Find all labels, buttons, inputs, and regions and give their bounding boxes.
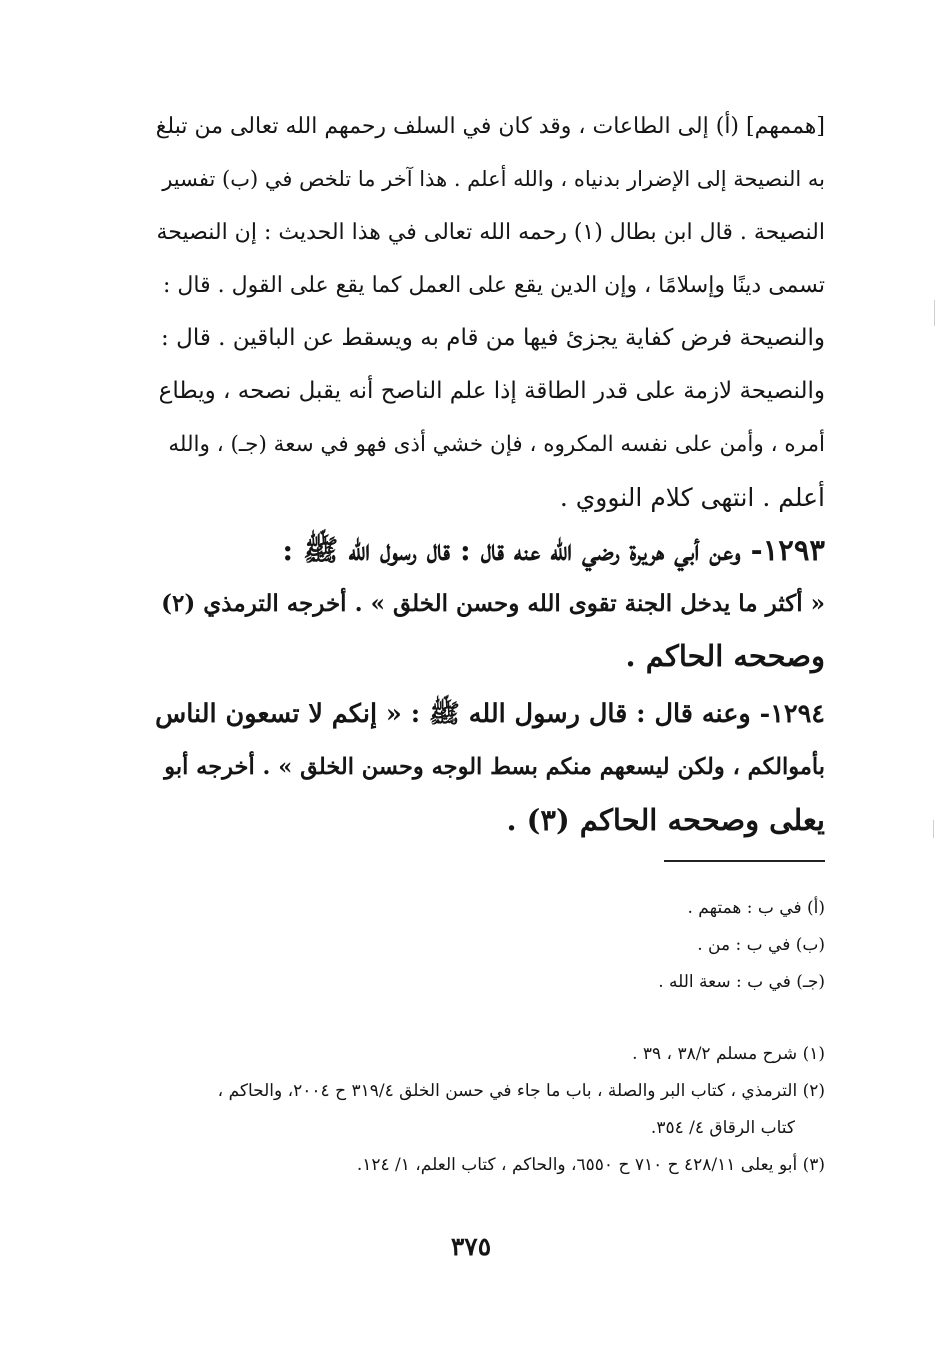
variant-note: (أ) في ب : همتهم . xyxy=(687,898,825,918)
commentary-paragraph xyxy=(155,100,825,524)
footnote: (١) شرح مسلم ٣٨/٢ ، ٣٩ . xyxy=(632,1044,825,1064)
hadith-line: ١٢٩٣- وعن أبي هريرة رضي الله عنه قال : قال رسول الله ﷺ : xyxy=(282,533,825,567)
page-number: ٣٧٥ xyxy=(450,1232,492,1261)
footnote-continuation: كتاب الرقاق ٤/ ٣٥٤. xyxy=(650,1118,795,1138)
text-line: والنصيحة فرض كفاية يجزئ فيها من قام به ويسقط عن الباقين . قال : xyxy=(161,325,825,351)
text-line: أمره ، وأمن على نفسه المكروه ، فإن خشي أذى فهو في سعة (جـ) ، والله xyxy=(168,432,825,457)
text-line: والنصيحة لازمة على قدر الطاقة إذا علم الناصح أنه يقبل نصحه ، ويطاع xyxy=(158,378,825,404)
text-line: به النصيحة إلى الإضرار بدنياه ، والله أعلم . هذا آخر ما تلخص في (ب) تفسير xyxy=(162,167,825,191)
variant-note: (جـ) في ب : سعة الله . xyxy=(658,972,825,992)
text-line: النصيحة . قال ابن بطال (١) رحمه الله تعالى في هذا الحديث : إن النصيحة xyxy=(156,220,825,245)
variant-note: (ب) في ب : من . xyxy=(697,935,825,955)
text-line: [هممهم] (أ) إلى الطاعات ، وقد كان في السلف رحمهم الله تعالى من تبلغ xyxy=(155,114,825,139)
hadith-line: « أكثر ما يدخل الجنة تقوى الله وحسن الخلق » . أخرجه الترمذي (٢) xyxy=(161,590,825,617)
footnotes xyxy=(155,1036,825,1184)
footnote-separator xyxy=(664,860,825,862)
hadith-line: بأموالكم ، ولكن ليسعهم منكم بسط الوجه وحسن الخلق » . أخرجه أبو xyxy=(164,754,825,780)
hadith-line: يعلى وصححه الحاكم (٣) . xyxy=(506,803,825,837)
hadith-1294 xyxy=(155,688,825,847)
hadith-line: ١٢٩٤- وعنه قال : قال رسول الله ﷺ : « إنكم لا تسعون الناس xyxy=(155,699,825,729)
scan-speck xyxy=(934,300,935,326)
text-line: أعلم . انتهى كلام النووي . xyxy=(559,483,825,512)
footnote: (٣) أبو يعلى ٤٢٨/١١ ح ٧١٠ ح ٦٥٥٠، والحاكم ، كتاب العلم، ١/ ١٢٤. xyxy=(356,1155,825,1175)
footnote: (٢) الترمذي ، كتاب البر والصلة ، باب ما جاء في حسن الخلق ٣١٩/٤ ح ٢٠٠٤، والحاكم ، xyxy=(217,1081,825,1101)
hadith-1293 xyxy=(155,524,825,683)
scan-speck xyxy=(933,820,934,838)
variant-notes xyxy=(155,890,825,1001)
hadith-line: وصححه الحاكم . xyxy=(625,639,825,673)
text-line: تسمى دينًا وإسلامًا ، وإن الدين يقع على العمل كما يقع على القول . قال : xyxy=(163,273,825,298)
